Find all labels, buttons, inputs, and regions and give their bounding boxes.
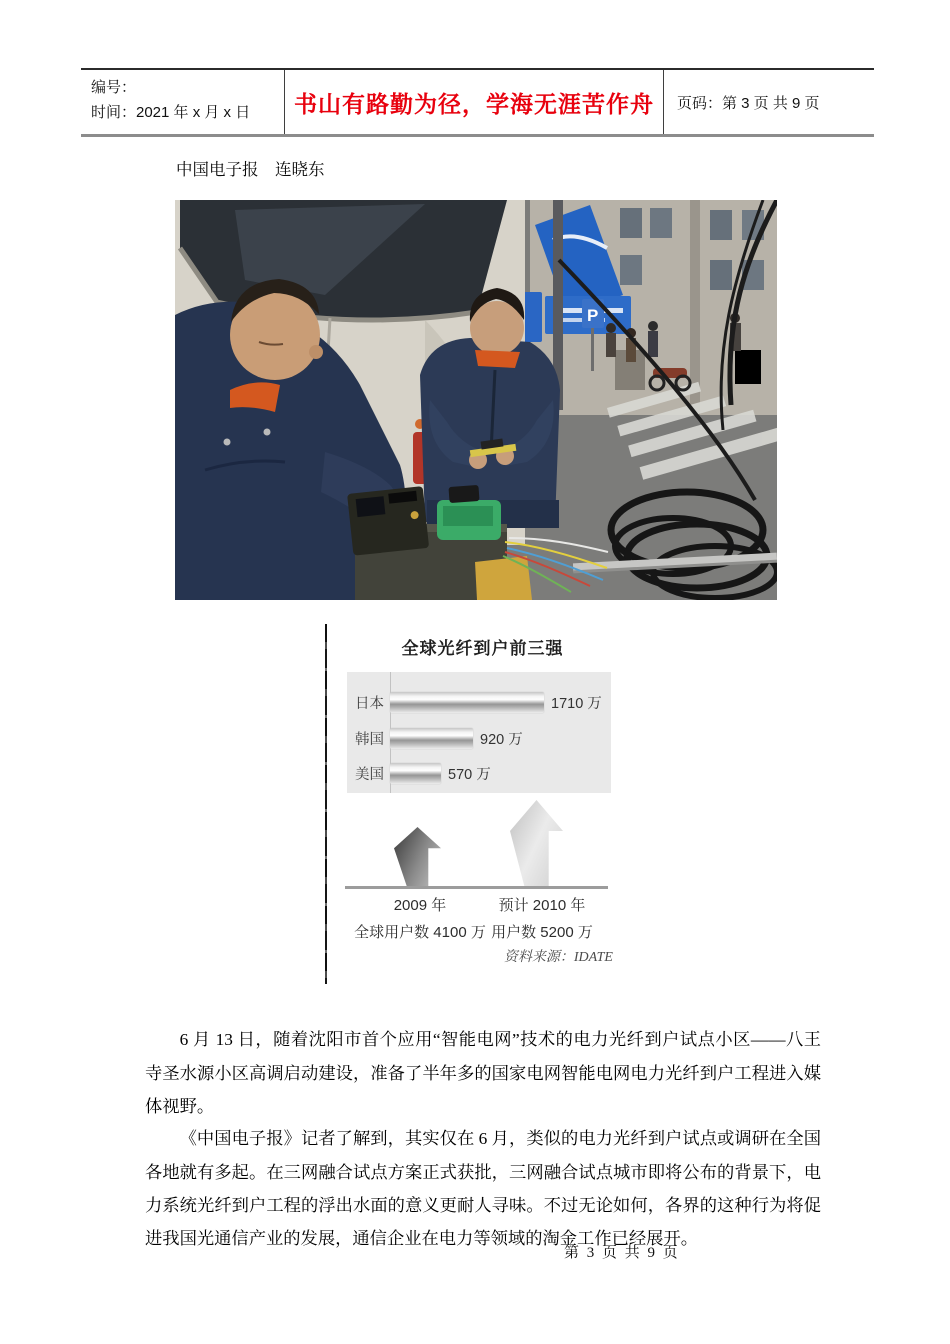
arrow-2009 bbox=[394, 827, 441, 886]
photo-fiber-splicing bbox=[175, 200, 777, 600]
bar-category-label: 韩国 bbox=[355, 732, 384, 748]
chart-title: 全球光纤到户前三强 bbox=[401, 639, 564, 658]
bar-value-label: 1710 万 bbox=[551, 696, 602, 712]
page-number-label: 页码：第 3 页 共 9 页 bbox=[677, 94, 820, 112]
bar-row bbox=[355, 692, 602, 713]
chart-source: 资料来源：IDATE bbox=[503, 950, 613, 965]
bar-row bbox=[355, 728, 523, 749]
body-paragraph-2: 《中国电子报》记者了解到，其实仅在 6 月，类似的电力光纤到户试点或调研在全国各地就有多起。在三网融合试点方案正式获批，三网融合试点城市即将公布的背景下，电力系统光纤到户工程的浮出水面的意义更耐人寻味。不过无论如何，各界的这种行为将促进我国光通信产业的发展，通信企业在电力等领域的淘金工作已经展开。 bbox=[145, 1129, 821, 1249]
bar-category-label: 美国 bbox=[355, 767, 384, 783]
doc-number-label: 编号： bbox=[91, 79, 137, 96]
header-cell-meta bbox=[81, 70, 285, 134]
arrow-2009-label-line2: 全球用户数 4100 万 bbox=[354, 924, 486, 941]
parking-sign-text: P bbox=[587, 306, 599, 325]
bar-value-label: 920 万 bbox=[480, 732, 523, 748]
bar bbox=[390, 763, 441, 784]
page-footer: 第 3 页 共 9 页 bbox=[564, 1245, 680, 1261]
arrow-2010-label-line2: 用户数 5200 万 bbox=[491, 924, 593, 941]
bar-value-label: 570 万 bbox=[448, 767, 491, 783]
body-paragraph-1: 6 月 13 日，随着沈阳市首个应用“智能电网”技术的电力光纤到户试点小区——八王寺圣水源小区高调启动建设，准备了半年多的国家电网智能电网电力光纤到户工程进入媒体视野。 bbox=[145, 1030, 821, 1116]
chart-panel bbox=[347, 672, 611, 793]
bar bbox=[390, 692, 544, 713]
bar-category-label: 日本 bbox=[355, 696, 384, 712]
photo-illustration bbox=[175, 200, 777, 600]
doc-time-label: 时间：2021 年 x 月 x 日 bbox=[91, 104, 251, 121]
worker-right-collar bbox=[475, 350, 520, 368]
ftth-chart bbox=[325, 620, 640, 990]
header-cell-page bbox=[664, 70, 874, 134]
header-table bbox=[81, 68, 874, 137]
arrow-2010-label bbox=[447, 892, 637, 946]
fusion-splicer bbox=[347, 486, 429, 556]
byline: 中国电子报 连晓东 bbox=[176, 161, 325, 179]
bar-row bbox=[355, 763, 491, 784]
bar bbox=[390, 728, 473, 749]
motto-text: 书山有路勤为径，学海无涯苦作舟 bbox=[294, 90, 654, 117]
arrow-2009-label-line1: 2009 年 bbox=[393, 897, 447, 914]
arrow-2010 bbox=[510, 800, 563, 886]
arrows-baseline bbox=[345, 886, 608, 889]
header-cell-motto bbox=[285, 70, 664, 134]
arrow-2010-label-line1: 预计 2010 年 bbox=[498, 897, 586, 914]
yellow-case bbox=[475, 556, 532, 600]
